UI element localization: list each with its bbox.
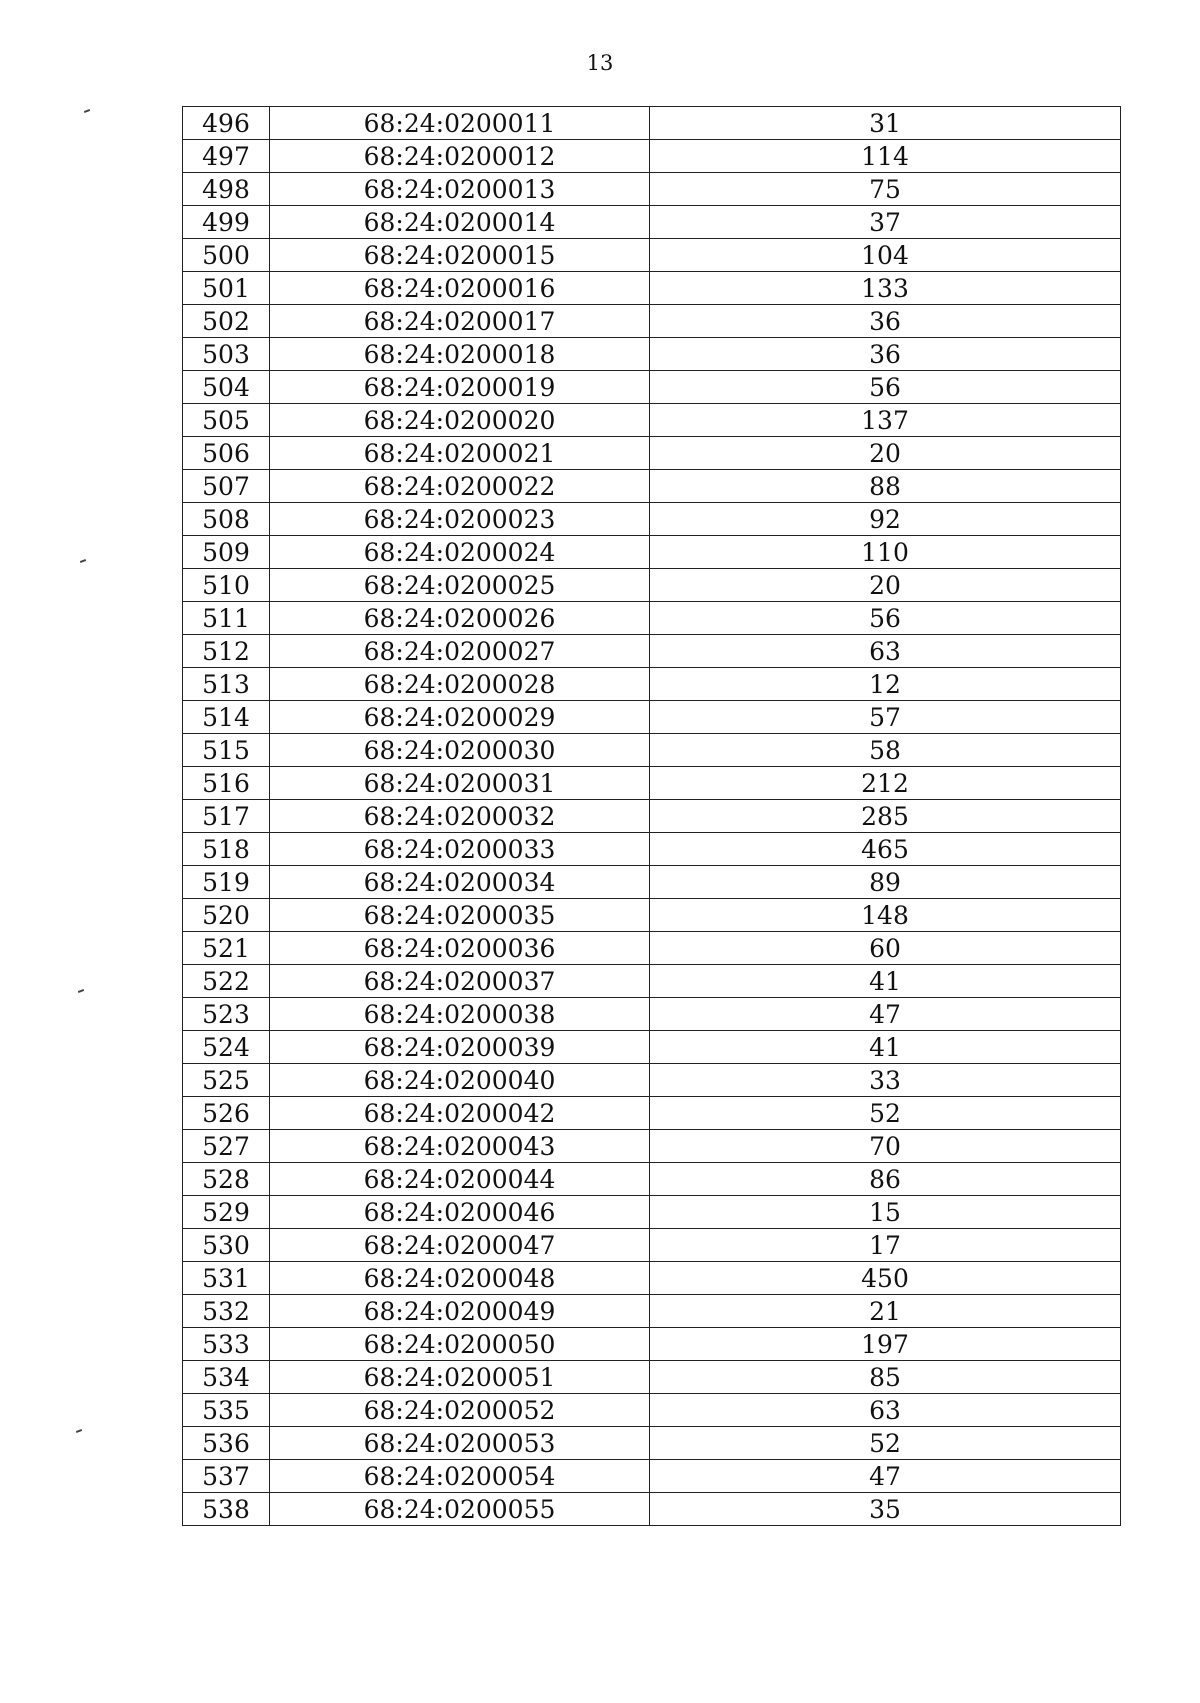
cadastral-number-cell: 68:24:0200011 bbox=[270, 107, 650, 140]
table-row bbox=[183, 734, 1121, 767]
table-row bbox=[183, 1196, 1121, 1229]
row-number-cell: 511 bbox=[183, 602, 270, 635]
cadastral-number-cell: 68:24:0200024 bbox=[270, 536, 650, 569]
value-cell: 110 bbox=[650, 536, 1121, 569]
value-cell: 37 bbox=[650, 206, 1121, 239]
value-cell: 137 bbox=[650, 404, 1121, 437]
row-number-cell: 504 bbox=[183, 371, 270, 404]
table-row bbox=[183, 140, 1121, 173]
value-cell: 104 bbox=[650, 239, 1121, 272]
cadastral-number-cell: 68:24:0200039 bbox=[270, 1031, 650, 1064]
row-number-cell: 514 bbox=[183, 701, 270, 734]
row-number-cell: 508 bbox=[183, 503, 270, 536]
row-number-cell: 521 bbox=[183, 932, 270, 965]
row-number-cell: 498 bbox=[183, 173, 270, 206]
value-cell: 212 bbox=[650, 767, 1121, 800]
table-row bbox=[183, 899, 1121, 932]
cadastral-number-cell: 68:24:0200030 bbox=[270, 734, 650, 767]
row-number-cell: 502 bbox=[183, 305, 270, 338]
cadastral-number-cell: 68:24:0200047 bbox=[270, 1229, 650, 1262]
table-row bbox=[183, 800, 1121, 833]
value-cell: 35 bbox=[650, 1493, 1121, 1526]
value-cell: 58 bbox=[650, 734, 1121, 767]
value-cell: 133 bbox=[650, 272, 1121, 305]
table-row bbox=[183, 998, 1121, 1031]
row-number-cell: 525 bbox=[183, 1064, 270, 1097]
row-number-cell: 503 bbox=[183, 338, 270, 371]
page-number: 13 bbox=[586, 51, 614, 75]
row-number-cell: 496 bbox=[183, 107, 270, 140]
cadastral-number-cell: 68:24:0200022 bbox=[270, 470, 650, 503]
cadastral-number-cell: 68:24:0200051 bbox=[270, 1361, 650, 1394]
cadastral-number-cell: 68:24:0200012 bbox=[270, 140, 650, 173]
value-cell: 17 bbox=[650, 1229, 1121, 1262]
value-cell: 57 bbox=[650, 701, 1121, 734]
table-row bbox=[183, 1460, 1121, 1493]
value-cell: 197 bbox=[650, 1328, 1121, 1361]
cadastral-number-cell: 68:24:0200033 bbox=[270, 833, 650, 866]
row-number-cell: 536 bbox=[183, 1427, 270, 1460]
value-cell: 36 bbox=[650, 338, 1121, 371]
row-number-cell: 506 bbox=[183, 437, 270, 470]
table-row bbox=[183, 932, 1121, 965]
value-cell: 88 bbox=[650, 470, 1121, 503]
table-row bbox=[183, 206, 1121, 239]
row-number-cell: 500 bbox=[183, 239, 270, 272]
value-cell: 36 bbox=[650, 305, 1121, 338]
row-number-cell: 531 bbox=[183, 1262, 270, 1295]
value-cell: 63 bbox=[650, 635, 1121, 668]
row-number-cell: 519 bbox=[183, 866, 270, 899]
table-row bbox=[183, 1163, 1121, 1196]
table-row bbox=[183, 536, 1121, 569]
table-row bbox=[183, 1064, 1121, 1097]
value-cell: 12 bbox=[650, 668, 1121, 701]
value-cell: 56 bbox=[650, 602, 1121, 635]
value-cell: 56 bbox=[650, 371, 1121, 404]
cadastral-number-cell: 68:24:0200038 bbox=[270, 998, 650, 1031]
table-row bbox=[183, 1262, 1121, 1295]
cadastral-number-cell: 68:24:0200050 bbox=[270, 1328, 650, 1361]
value-cell: 20 bbox=[650, 569, 1121, 602]
cadastral-number-cell: 68:24:0200029 bbox=[270, 701, 650, 734]
row-number-cell: 505 bbox=[183, 404, 270, 437]
value-cell: 465 bbox=[650, 833, 1121, 866]
row-number-cell: 523 bbox=[183, 998, 270, 1031]
table-row bbox=[183, 1097, 1121, 1130]
cadastral-number-cell: 68:24:0200044 bbox=[270, 1163, 650, 1196]
scan-mark bbox=[80, 559, 86, 563]
row-number-cell: 513 bbox=[183, 668, 270, 701]
cadastral-number-cell: 68:24:0200043 bbox=[270, 1130, 650, 1163]
row-number-cell: 527 bbox=[183, 1130, 270, 1163]
table-row bbox=[183, 272, 1121, 305]
cadastral-number-cell: 68:24:0200035 bbox=[270, 899, 650, 932]
table-row bbox=[183, 965, 1121, 998]
row-number-cell: 520 bbox=[183, 899, 270, 932]
value-cell: 52 bbox=[650, 1097, 1121, 1130]
scan-mark bbox=[84, 109, 90, 113]
value-cell: 92 bbox=[650, 503, 1121, 536]
row-number-cell: 535 bbox=[183, 1394, 270, 1427]
row-number-cell: 507 bbox=[183, 470, 270, 503]
table-row bbox=[183, 305, 1121, 338]
row-number-cell: 501 bbox=[183, 272, 270, 305]
table-row bbox=[183, 635, 1121, 668]
table-row bbox=[183, 470, 1121, 503]
table-row bbox=[183, 1493, 1121, 1526]
row-number-cell: 529 bbox=[183, 1196, 270, 1229]
row-number-cell: 537 bbox=[183, 1460, 270, 1493]
cadastral-number-cell: 68:24:0200046 bbox=[270, 1196, 650, 1229]
cadastral-number-cell: 68:24:0200053 bbox=[270, 1427, 650, 1460]
cadastral-number-cell: 68:24:0200028 bbox=[270, 668, 650, 701]
cadastral-number-cell: 68:24:0200020 bbox=[270, 404, 650, 437]
table-row bbox=[183, 1328, 1121, 1361]
cadastral-number-cell: 68:24:0200019 bbox=[270, 371, 650, 404]
cadastral-number-cell: 68:24:0200055 bbox=[270, 1493, 650, 1526]
cadastral-number-cell: 68:24:0200040 bbox=[270, 1064, 650, 1097]
table-row bbox=[183, 404, 1121, 437]
cadastral-number-cell: 68:24:0200023 bbox=[270, 503, 650, 536]
value-cell: 47 bbox=[650, 998, 1121, 1031]
cadastral-number-cell: 68:24:0200027 bbox=[270, 635, 650, 668]
cadastral-number-cell: 68:24:0200037 bbox=[270, 965, 650, 998]
value-cell: 114 bbox=[650, 140, 1121, 173]
scan-mark bbox=[76, 1429, 82, 1433]
cadastral-number-cell: 68:24:0200031 bbox=[270, 767, 650, 800]
value-cell: 41 bbox=[650, 965, 1121, 998]
value-cell: 86 bbox=[650, 1163, 1121, 1196]
table-row bbox=[183, 1394, 1121, 1427]
row-number-cell: 533 bbox=[183, 1328, 270, 1361]
table-row bbox=[183, 437, 1121, 470]
table-row bbox=[183, 602, 1121, 635]
row-number-cell: 530 bbox=[183, 1229, 270, 1262]
row-number-cell: 510 bbox=[183, 569, 270, 602]
table-row bbox=[183, 833, 1121, 866]
cadastral-number-cell: 68:24:0200017 bbox=[270, 305, 650, 338]
row-number-cell: 524 bbox=[183, 1031, 270, 1064]
value-cell: 47 bbox=[650, 1460, 1121, 1493]
value-cell: 85 bbox=[650, 1361, 1121, 1394]
cadastral-number-cell: 68:24:0200049 bbox=[270, 1295, 650, 1328]
row-number-cell: 517 bbox=[183, 800, 270, 833]
value-cell: 75 bbox=[650, 173, 1121, 206]
row-number-cell: 516 bbox=[183, 767, 270, 800]
value-cell: 60 bbox=[650, 932, 1121, 965]
cadastral-number-cell: 68:24:0200052 bbox=[270, 1394, 650, 1427]
table-row bbox=[183, 107, 1121, 140]
value-cell: 285 bbox=[650, 800, 1121, 833]
row-number-cell: 518 bbox=[183, 833, 270, 866]
cadastral-number-cell: 68:24:0200036 bbox=[270, 932, 650, 965]
value-cell: 21 bbox=[650, 1295, 1121, 1328]
row-number-cell: 532 bbox=[183, 1295, 270, 1328]
cadastral-number-cell: 68:24:0200014 bbox=[270, 206, 650, 239]
table-row bbox=[183, 701, 1121, 734]
table-row bbox=[183, 569, 1121, 602]
table-row bbox=[183, 1295, 1121, 1328]
cadastral-number-cell: 68:24:0200032 bbox=[270, 800, 650, 833]
value-cell: 33 bbox=[650, 1064, 1121, 1097]
cadastral-number-cell: 68:24:0200042 bbox=[270, 1097, 650, 1130]
value-cell: 148 bbox=[650, 899, 1121, 932]
table-row bbox=[183, 371, 1121, 404]
cadastral-number-cell: 68:24:0200013 bbox=[270, 173, 650, 206]
table-row bbox=[183, 1427, 1121, 1460]
cadastral-number-cell: 68:24:0200026 bbox=[270, 602, 650, 635]
registry-table-body bbox=[183, 107, 1121, 1526]
table-row bbox=[183, 173, 1121, 206]
value-cell: 15 bbox=[650, 1196, 1121, 1229]
registry-table-container bbox=[182, 106, 1120, 1526]
row-number-cell: 499 bbox=[183, 206, 270, 239]
cadastral-number-cell: 68:24:0200054 bbox=[270, 1460, 650, 1493]
cadastral-number-cell: 68:24:0200025 bbox=[270, 569, 650, 602]
registry-table bbox=[182, 106, 1121, 1526]
table-row bbox=[183, 338, 1121, 371]
table-row bbox=[183, 503, 1121, 536]
cadastral-number-cell: 68:24:0200021 bbox=[270, 437, 650, 470]
row-number-cell: 526 bbox=[183, 1097, 270, 1130]
row-number-cell: 538 bbox=[183, 1493, 270, 1526]
value-cell: 31 bbox=[650, 107, 1121, 140]
row-number-cell: 515 bbox=[183, 734, 270, 767]
table-row bbox=[183, 1031, 1121, 1064]
table-row bbox=[183, 239, 1121, 272]
scan-mark bbox=[78, 989, 84, 993]
table-row bbox=[183, 1361, 1121, 1394]
value-cell: 20 bbox=[650, 437, 1121, 470]
value-cell: 52 bbox=[650, 1427, 1121, 1460]
cadastral-number-cell: 68:24:0200048 bbox=[270, 1262, 650, 1295]
row-number-cell: 512 bbox=[183, 635, 270, 668]
value-cell: 450 bbox=[650, 1262, 1121, 1295]
table-row bbox=[183, 767, 1121, 800]
row-number-cell: 522 bbox=[183, 965, 270, 998]
value-cell: 41 bbox=[650, 1031, 1121, 1064]
cadastral-number-cell: 68:24:0200015 bbox=[270, 239, 650, 272]
table-row bbox=[183, 1229, 1121, 1262]
row-number-cell: 534 bbox=[183, 1361, 270, 1394]
value-cell: 63 bbox=[650, 1394, 1121, 1427]
cadastral-number-cell: 68:24:0200018 bbox=[270, 338, 650, 371]
row-number-cell: 497 bbox=[183, 140, 270, 173]
table-row bbox=[183, 668, 1121, 701]
row-number-cell: 509 bbox=[183, 536, 270, 569]
value-cell: 89 bbox=[650, 866, 1121, 899]
table-row bbox=[183, 866, 1121, 899]
row-number-cell: 528 bbox=[183, 1163, 270, 1196]
cadastral-number-cell: 68:24:0200034 bbox=[270, 866, 650, 899]
value-cell: 70 bbox=[650, 1130, 1121, 1163]
table-row bbox=[183, 1130, 1121, 1163]
cadastral-number-cell: 68:24:0200016 bbox=[270, 272, 650, 305]
